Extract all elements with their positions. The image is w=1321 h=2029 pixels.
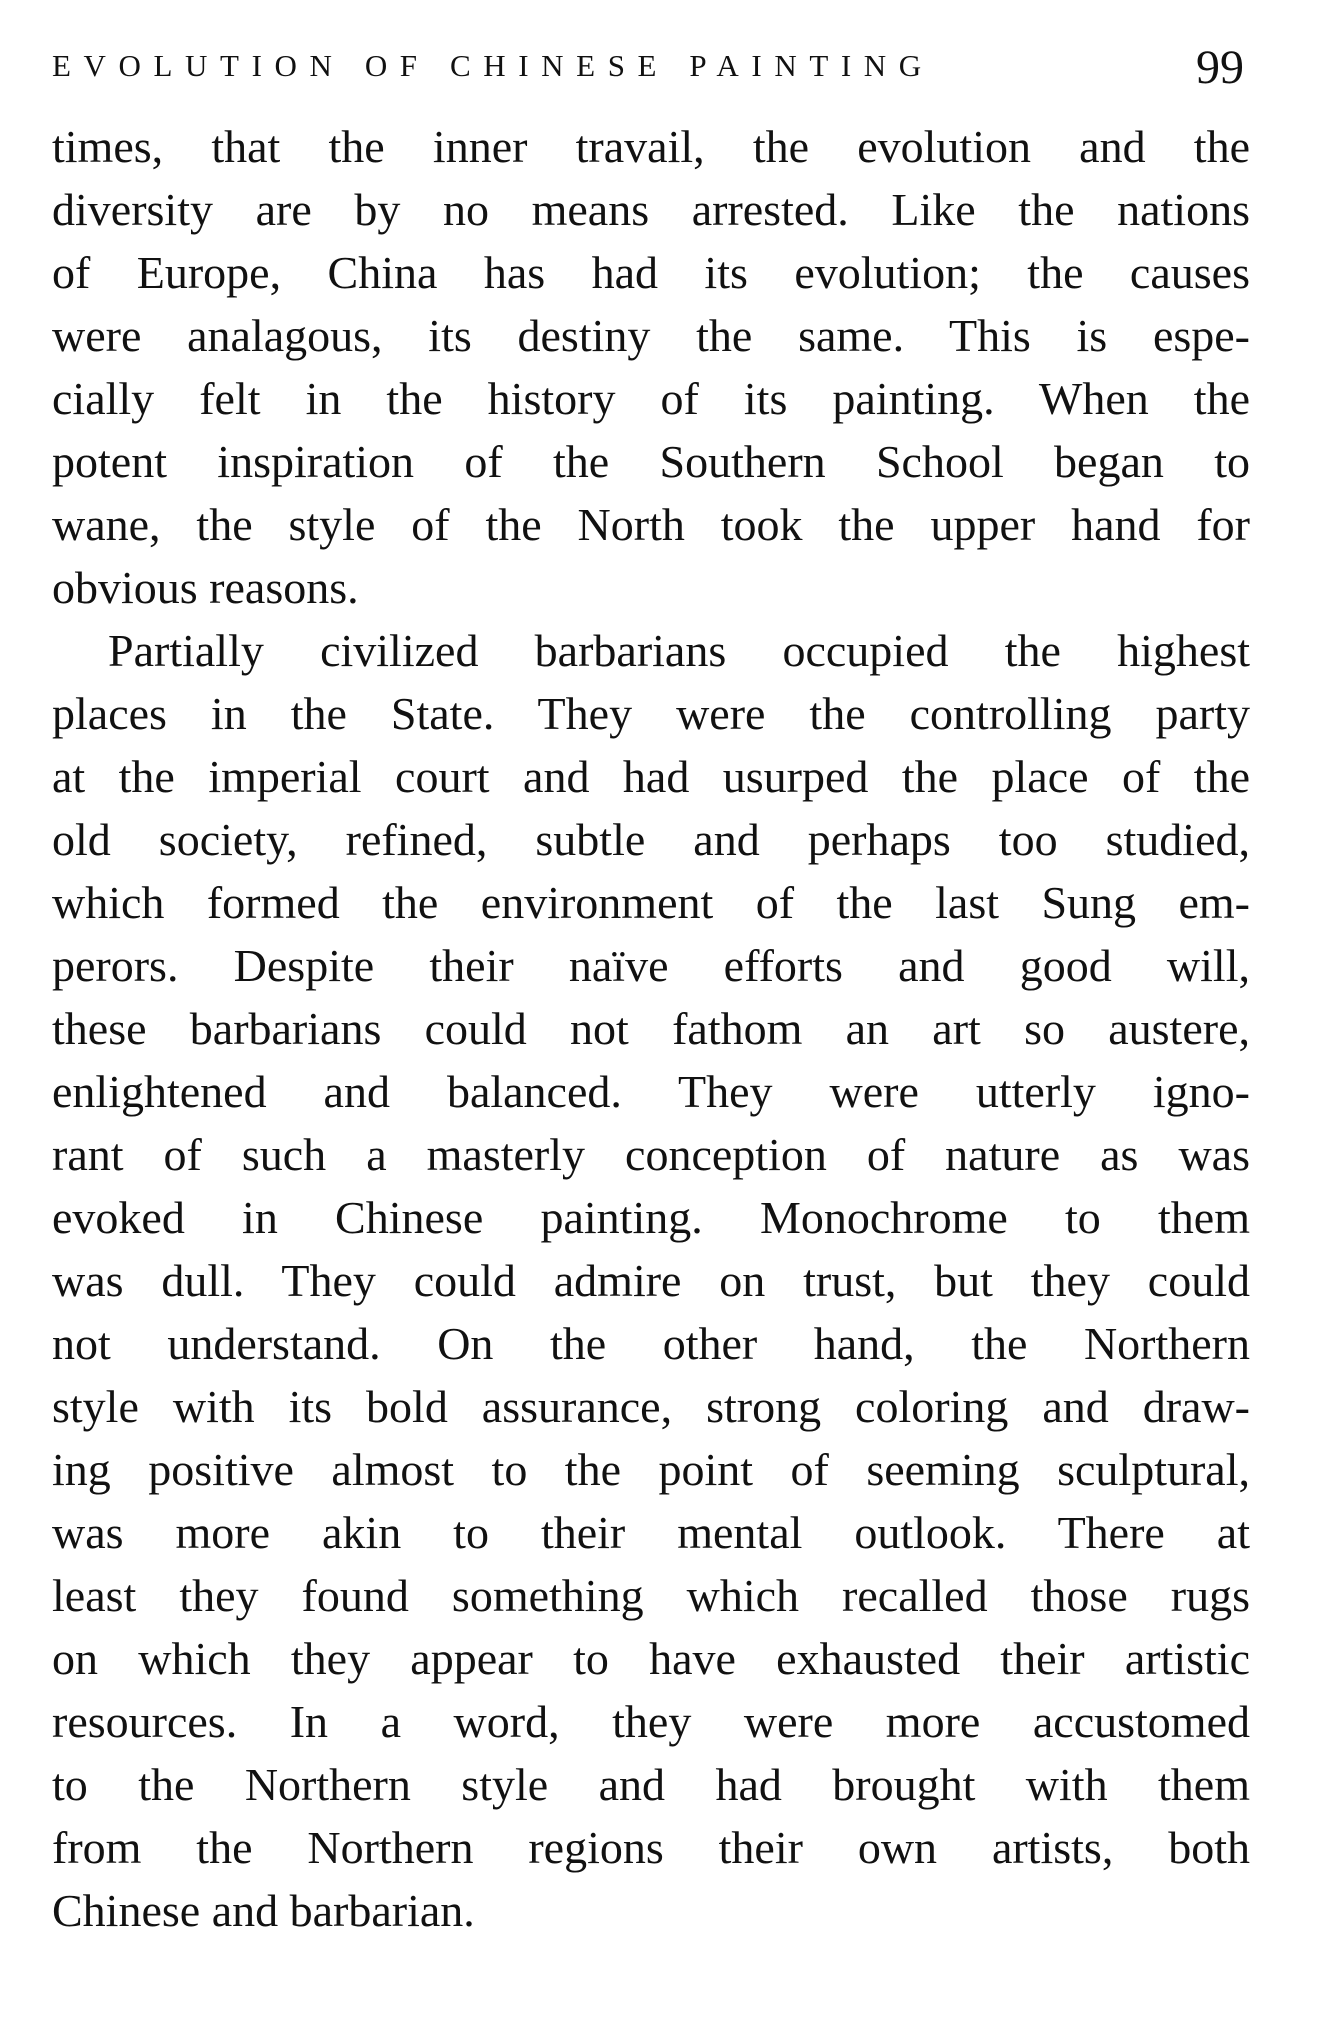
text-line: at the imperial court and had usurped the place of the <box>52 751 1250 802</box>
text-line: which formed the environment of the last Sung em- <box>52 877 1250 928</box>
text-line: was more akin to their mental outlook. There at <box>52 1507 1250 1558</box>
text-line: ing positive almost to the point of seeming sculptural, <box>52 1444 1250 1495</box>
text-line: resources. In a word, they were more accustomed <box>52 1696 1250 1747</box>
text-line: evoked in Chinese painting. Monochrome to them <box>52 1192 1250 1243</box>
text-line: places in the State. They were the controlling party <box>52 688 1250 739</box>
text-line: rant of such a masterly conception of nature as was <box>52 1129 1250 1180</box>
text-line: enlightened and balanced. They were utterly igno- <box>52 1066 1250 1117</box>
text-line: not understand. On the other hand, the Northern <box>52 1318 1250 1369</box>
text-line: cially felt in the history of its painting. When the <box>52 373 1250 424</box>
text-line: to the Northern style and had brought with them <box>52 1759 1250 1810</box>
page-number: 99 <box>1196 41 1244 94</box>
paragraph-1 <box>52 115 1250 619</box>
text-line: Chinese and barbarian. <box>52 1885 475 1936</box>
text-line: perors. Despite their naïve efforts and good will, <box>52 940 1250 991</box>
running-title: EVOLUTION OF CHINESE PAINTING <box>52 48 934 83</box>
paragraph-2 <box>52 619 1250 1942</box>
text-line: was dull. They could admire on trust, but they could <box>52 1255 1250 1306</box>
text-line: times, that the inner travail, the evolution and the <box>52 121 1250 172</box>
text-line: from the Northern regions their own artists, both <box>52 1822 1250 1873</box>
text-line: old society, refined, subtle and perhaps too studied, <box>52 814 1250 865</box>
text-line: were analagous, its destiny the same. This is espe- <box>52 310 1250 361</box>
text-line: of Europe, China has had its evolution; the causes <box>52 247 1250 298</box>
text-line: least they found something which recalled those rugs <box>52 1570 1250 1621</box>
text-line: wane, the style of the North took the upper hand for <box>52 499 1250 550</box>
body-text <box>52 115 1250 1942</box>
text-line: potent inspiration of the Southern School began to <box>52 436 1250 487</box>
running-head <box>52 40 1250 100</box>
book-page <box>52 0 1250 2029</box>
text-line: obvious reasons. <box>52 562 359 613</box>
text-line: on which they appear to have exhausted their artistic <box>52 1633 1250 1684</box>
text-line: Partially civilized barbarians occupied the highest <box>108 625 1250 676</box>
text-line: style with its bold assurance, strong coloring and draw- <box>52 1381 1250 1432</box>
text-line: diversity are by no means arrested. Like the nations <box>52 184 1250 235</box>
text-line: these barbarians could not fathom an art so austere, <box>52 1003 1250 1054</box>
